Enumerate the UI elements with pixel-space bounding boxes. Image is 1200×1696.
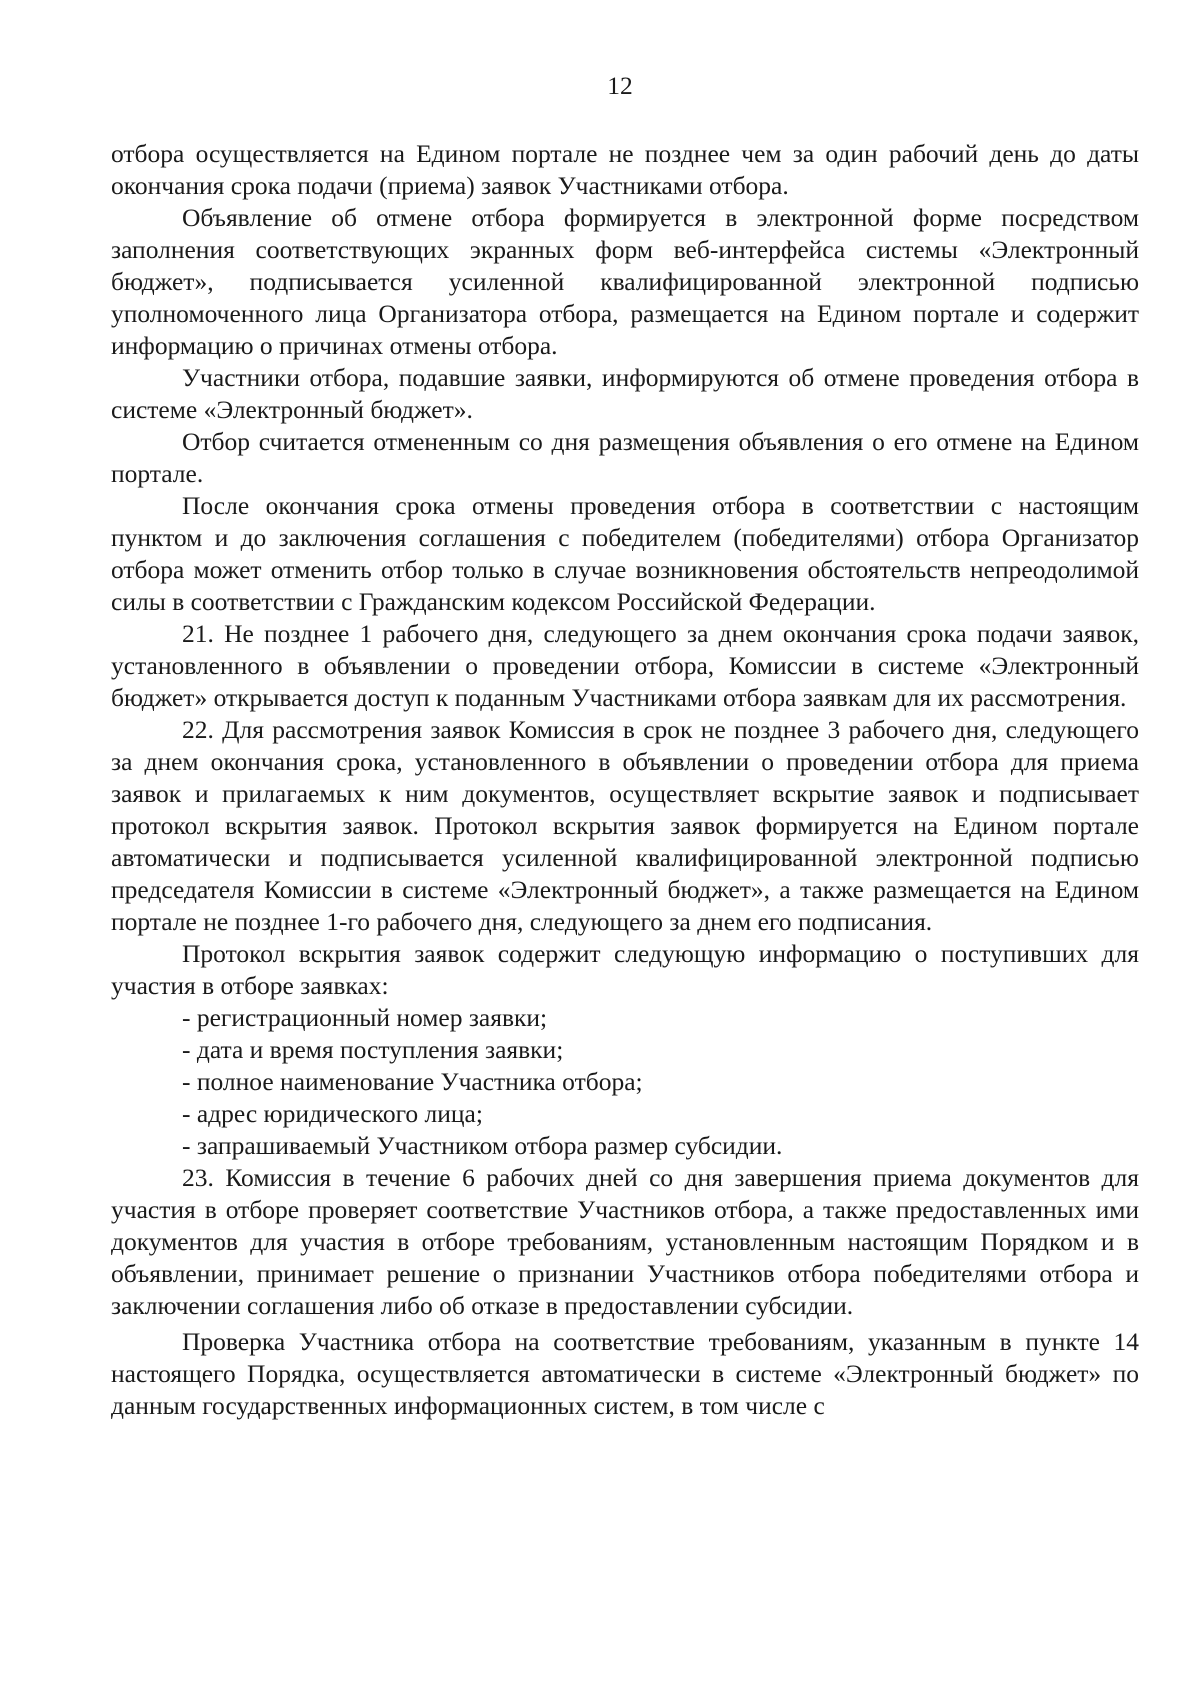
paragraph-item-22: 22. Для рассмотрения заявок Комиссия в срок не позднее 3 рабочего дня, следующего за днем окончания срока, установленного в объявлении о проведении отбора для приема заявок и прилагаемых к ним документов, осуществляет вскрытие заявок и подписывает протокол вскрытия заявок. Протокол вскрытия заявок формируется на Едином портале автоматически и подписывается усиленной квалифицированной электронной подписью председателя Комиссии в системе «Электронный бюджет», а также размещается на Едином портале не позднее 1-го рабочего дня, следующего за днем его подписания. (111, 715, 1139, 936)
list-item: - регистрационный номер заявки; (182, 1003, 548, 1032)
page-number: 12 (607, 71, 633, 100)
paragraph-selection-cancelled: Отбор считается отмененным со дня размещения объявления о его отмене на Едином портале. (111, 427, 1139, 488)
list-item: - дата и время поступления заявки; (182, 1035, 564, 1064)
paragraph-participants-informed: Участники отбора, подавшие заявки, информируются об отмене проведения отбора в системе «Электронный бюджет». (111, 363, 1139, 424)
paragraph-cancel-announcement: Объявление об отмене отбора формируется в электронной форме посредством заполнения соответствующих экранных форм веб-интерфейса системы «Электронный бюджет», подписывается усиленной квалифицированной электронной подписью уполномоченного лица Организатора отбора, размещается на Едином портале и содержит информацию о причинах отмены отбора. (111, 203, 1139, 360)
document-body (111, 138, 1139, 1422)
paragraph-verification: Проверка Участника отбора на соответствие требованиям, указанным в пункте 14 настоящего Порядка, осуществляется автоматически в системе «Электронный бюджет» по данным государственных информационных систем, в том числе с (111, 1327, 1139, 1420)
paragraph-protocol-contents: Протокол вскрытия заявок содержит следующую информацию о поступивших для участия в отборе заявках: (111, 939, 1139, 1000)
paragraph-force-majeure: После окончания срока отмены проведения отбора в соответствии с настоящим пунктом и до заключения соглашения с победителем (победителями) отбора Организатор отбора может отменить отбор только в случае возникновения обстоятельств непреодолимой силы в соответствии с Гражданским кодексом Российской Федерации. (111, 491, 1139, 616)
paragraph-continuation: отбора осуществляется на Едином портале не позднее чем за один рабочий день до даты окончания срока подачи (приема) заявок Участниками отбора. (111, 139, 1139, 200)
paragraph-item-21: 21. Не позднее 1 рабочего дня, следующего за днем окончания срока подачи заявок, установленного в объявлении о проведении отбора, Комиссии в системе «Электронный бюджет» открывается доступ к поданным Участниками отбора заявкам для их рассмотрения. (111, 619, 1139, 712)
paragraph-item-23: 23. Комиссия в течение 6 рабочих дней со дня завершения приема документов для участия в отборе проверяет соответствие Участников отбора, а также предоставленных ими документов для участия в отборе требованиям, установленным настоящим Порядком и в объявлении, принимает решение о признании Участников отбора победителями отбора и заключении соглашения либо об отказе в предоставлении субсидии. (111, 1163, 1139, 1320)
list-item: - запрашиваемый Участником отбора размер субсидии. (182, 1131, 783, 1160)
list-item: - полное наименование Участника отбора; (182, 1067, 643, 1096)
list-item: - адрес юридического лица; (182, 1099, 483, 1128)
